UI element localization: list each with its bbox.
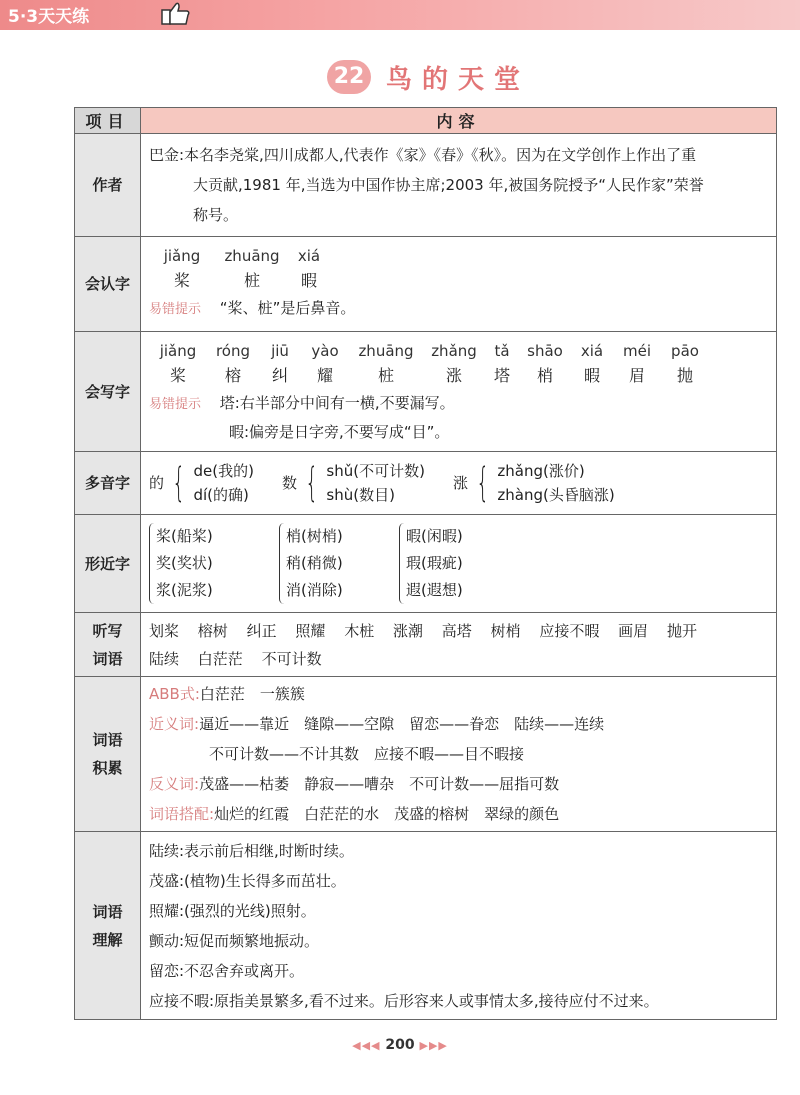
pinyin: shāo	[527, 341, 563, 360]
character: 榕	[224, 365, 241, 385]
pinyin: róng	[215, 341, 251, 360]
understand-content	[141, 832, 777, 1020]
label-line: 词语	[92, 649, 123, 668]
similar-group	[279, 523, 369, 604]
write-pinyin-row	[149, 339, 768, 363]
character: 抛	[676, 365, 693, 385]
pinyin: xiá	[580, 341, 604, 360]
category-label: ABB式:	[149, 685, 200, 703]
character: 桩	[243, 271, 260, 290]
row-author	[75, 134, 777, 237]
similar-group	[399, 523, 463, 604]
dictation-word: 涨潮	[392, 621, 423, 640]
polyphone-char: 的	[149, 474, 165, 492]
definition-line: 颤动:短促而频繁地振动。	[149, 931, 320, 950]
category-label: 反义词:	[149, 775, 200, 793]
pinyin: jiǎng	[163, 247, 201, 265]
pinyin: zhǎng	[431, 341, 477, 360]
error-hint-text-2: 暇:偏旁是日字旁,不要写成“目”。	[229, 422, 450, 441]
error-hint-text-1: 塔:右半部分中间有一横,不要漏写。	[219, 393, 455, 412]
error-hint-label: 易错提示	[149, 302, 202, 317]
synonym-text-1: 逼近——靠近 缝隙——空隙 留恋——眷恋 陆续——连续	[199, 715, 605, 733]
brace-line	[279, 523, 284, 604]
lesson-table	[74, 107, 777, 1020]
write-char-row	[149, 363, 768, 389]
recognize-char-row	[149, 268, 768, 294]
reading: zhǎng(涨价)	[497, 462, 585, 480]
row-recognize	[75, 237, 777, 332]
row-understand	[75, 832, 777, 1020]
brace-symbol: {	[172, 460, 186, 506]
recognize-content	[141, 237, 777, 332]
polyphone-group	[282, 459, 425, 507]
page-footer	[0, 1037, 800, 1053]
row-similar	[75, 515, 777, 613]
lesson-title-block	[0, 56, 800, 96]
character: 纠	[271, 365, 288, 385]
polyphone-group	[149, 459, 254, 507]
label-understand	[75, 832, 141, 1020]
similar-content	[141, 515, 777, 613]
dictation-word: 榕树	[197, 621, 228, 640]
recognize-pinyin-row	[149, 244, 768, 268]
author-line-2: 大贡献,1981 年,当选为中国作协主席;2003 年,被国务院授予“人民作家”荣誉	[193, 176, 704, 194]
author-content	[141, 134, 777, 237]
category-label: 近义词:	[149, 715, 200, 733]
similar-item: 消(消除)	[286, 581, 343, 599]
label-line: 积累	[92, 759, 123, 777]
similar-item: 奖(奖状)	[156, 554, 213, 572]
similar-group	[149, 523, 249, 604]
definition-line: 留恋:不忍舍弃或离开。	[149, 961, 305, 980]
character: 眉	[628, 365, 645, 385]
label-line: 听写	[92, 621, 123, 640]
synonym-text-2: 不可计数——不计其数 应接不暇——目不暇接	[209, 745, 525, 763]
dictation-word: 白茫茫	[197, 649, 243, 668]
vocab-content	[141, 677, 777, 832]
character: 梢	[536, 365, 553, 385]
brace-line	[149, 523, 154, 604]
abb-text: 白茫茫 一簇簇	[199, 685, 305, 703]
dictation-word: 应接不暇	[539, 621, 600, 640]
polyphone-content	[141, 452, 777, 515]
row-write	[75, 332, 777, 452]
dictation-word: 抛开	[666, 621, 697, 640]
dictation-word: 不可计数	[261, 649, 322, 668]
reading: de(我的)	[193, 462, 254, 480]
row-polyphone	[75, 452, 777, 515]
similar-item: 遐(遐想)	[406, 581, 463, 599]
lesson-number-badge: 22	[327, 60, 371, 94]
pinyin: zhuāng	[358, 341, 414, 360]
collocation-text: 灿烂的红霞 白茫茫的水 茂盛的榕树 翠绿的颜色	[214, 805, 560, 823]
reading: shǔ(不可计数)	[326, 462, 425, 480]
character: 暇	[300, 271, 317, 290]
brace-symbol: {	[305, 460, 319, 506]
dictation-word: 陆续	[149, 649, 180, 668]
similar-item: 暇(闲暇)	[406, 527, 463, 545]
label-recognize: 会认字	[75, 237, 141, 332]
reading: dí(的确)	[193, 486, 249, 504]
label-vocab	[75, 677, 141, 832]
character: 暇	[583, 365, 600, 385]
pinyin: jiǎng	[159, 341, 197, 360]
author-line-3: 称号。	[193, 206, 239, 224]
row-vocab	[75, 677, 777, 832]
pinyin: jiū	[271, 341, 289, 360]
left-arrows-icon: ◀◀◀	[352, 1039, 381, 1052]
error-hint-text: “桨、桩”是后鼻音。	[219, 299, 356, 317]
polyphone-group	[453, 459, 615, 507]
error-hint-label: 易错提示	[149, 396, 202, 412]
character: 桩	[377, 365, 394, 385]
header-item: 项目	[75, 108, 141, 134]
dictation-word: 树梢	[490, 621, 521, 640]
pinyin: tǎ	[494, 341, 510, 360]
character: 涨	[445, 365, 462, 385]
top-banner	[0, 0, 800, 30]
category-label: 词语搭配:	[149, 805, 215, 823]
pinyin: méi	[622, 341, 651, 360]
polyphone-char: 数	[281, 474, 297, 492]
polyphone-char: 涨	[452, 474, 468, 492]
label-line: 词语	[92, 902, 123, 921]
brace-symbol: {	[476, 460, 490, 506]
definition-line: 照耀:(强烈的光线)照射。	[149, 901, 316, 920]
definition-line: 陆续:表示前后相继,时断时续。	[149, 841, 354, 860]
row-dictation	[75, 613, 777, 677]
label-polyphone: 多音字	[75, 452, 141, 515]
label-dictation	[75, 613, 141, 677]
thumbs-up-icon	[158, 0, 192, 28]
table-header-row	[75, 108, 777, 134]
reading: shù(数目)	[326, 486, 395, 504]
character: 桨	[169, 365, 186, 385]
dictation-word: 高塔	[441, 621, 472, 640]
similar-item: 浆(泥浆)	[156, 581, 213, 599]
label-write: 会写字	[75, 332, 141, 452]
similar-item: 瑕(瑕疵)	[406, 554, 463, 572]
antonym-text: 茂盛——枯萎 静寂——嘈杂 不可计数——屈指可数	[199, 775, 560, 793]
reading: zhàng(头昏脑涨)	[497, 486, 615, 504]
brand-logo-text: 5·3天天练	[8, 7, 90, 27]
definition-line: 应接不暇:原指美景繁多,看不过来。后形容来人或事情太多,接待应付不过来。	[149, 991, 659, 1010]
dictation-word: 木桩	[344, 621, 375, 640]
similar-item: 梢(树梢)	[286, 527, 343, 545]
pinyin: yào	[311, 341, 339, 360]
dictation-content	[141, 613, 777, 677]
dictation-word: 照耀	[295, 621, 326, 640]
similar-item: 桨(船桨)	[156, 527, 213, 545]
pinyin: pāo	[671, 341, 699, 360]
page-number: 200	[385, 1037, 415, 1053]
dictation-word: 画眉	[618, 621, 649, 640]
dictation-word: 划桨	[149, 621, 180, 640]
similar-item: 稍(稍微)	[286, 554, 343, 572]
header-content: 内容	[141, 108, 777, 134]
pinyin: xiá	[297, 247, 321, 265]
character: 桨	[173, 271, 190, 290]
character: 塔	[493, 365, 510, 385]
right-arrows-icon: ▶▶▶	[419, 1039, 448, 1052]
brace-line	[399, 523, 404, 604]
pinyin: zhuāng	[224, 247, 280, 265]
lesson-title: 鸟的天堂	[386, 65, 531, 95]
author-line-1: 巴金:本名李尧棠,四川成都人,代表作《家》《春》《秋》。因为在文学创作上作出了重	[149, 146, 697, 164]
label-line: 理解	[92, 930, 123, 949]
character: 耀	[316, 365, 333, 385]
write-content	[141, 332, 777, 452]
label-similar: 形近字	[75, 515, 141, 613]
label-line: 词语	[92, 731, 123, 749]
label-author: 作者	[75, 134, 141, 237]
definition-line: 茂盛:(植物)生长得多而茁壮。	[149, 871, 346, 890]
dictation-word: 纠正	[246, 621, 277, 640]
